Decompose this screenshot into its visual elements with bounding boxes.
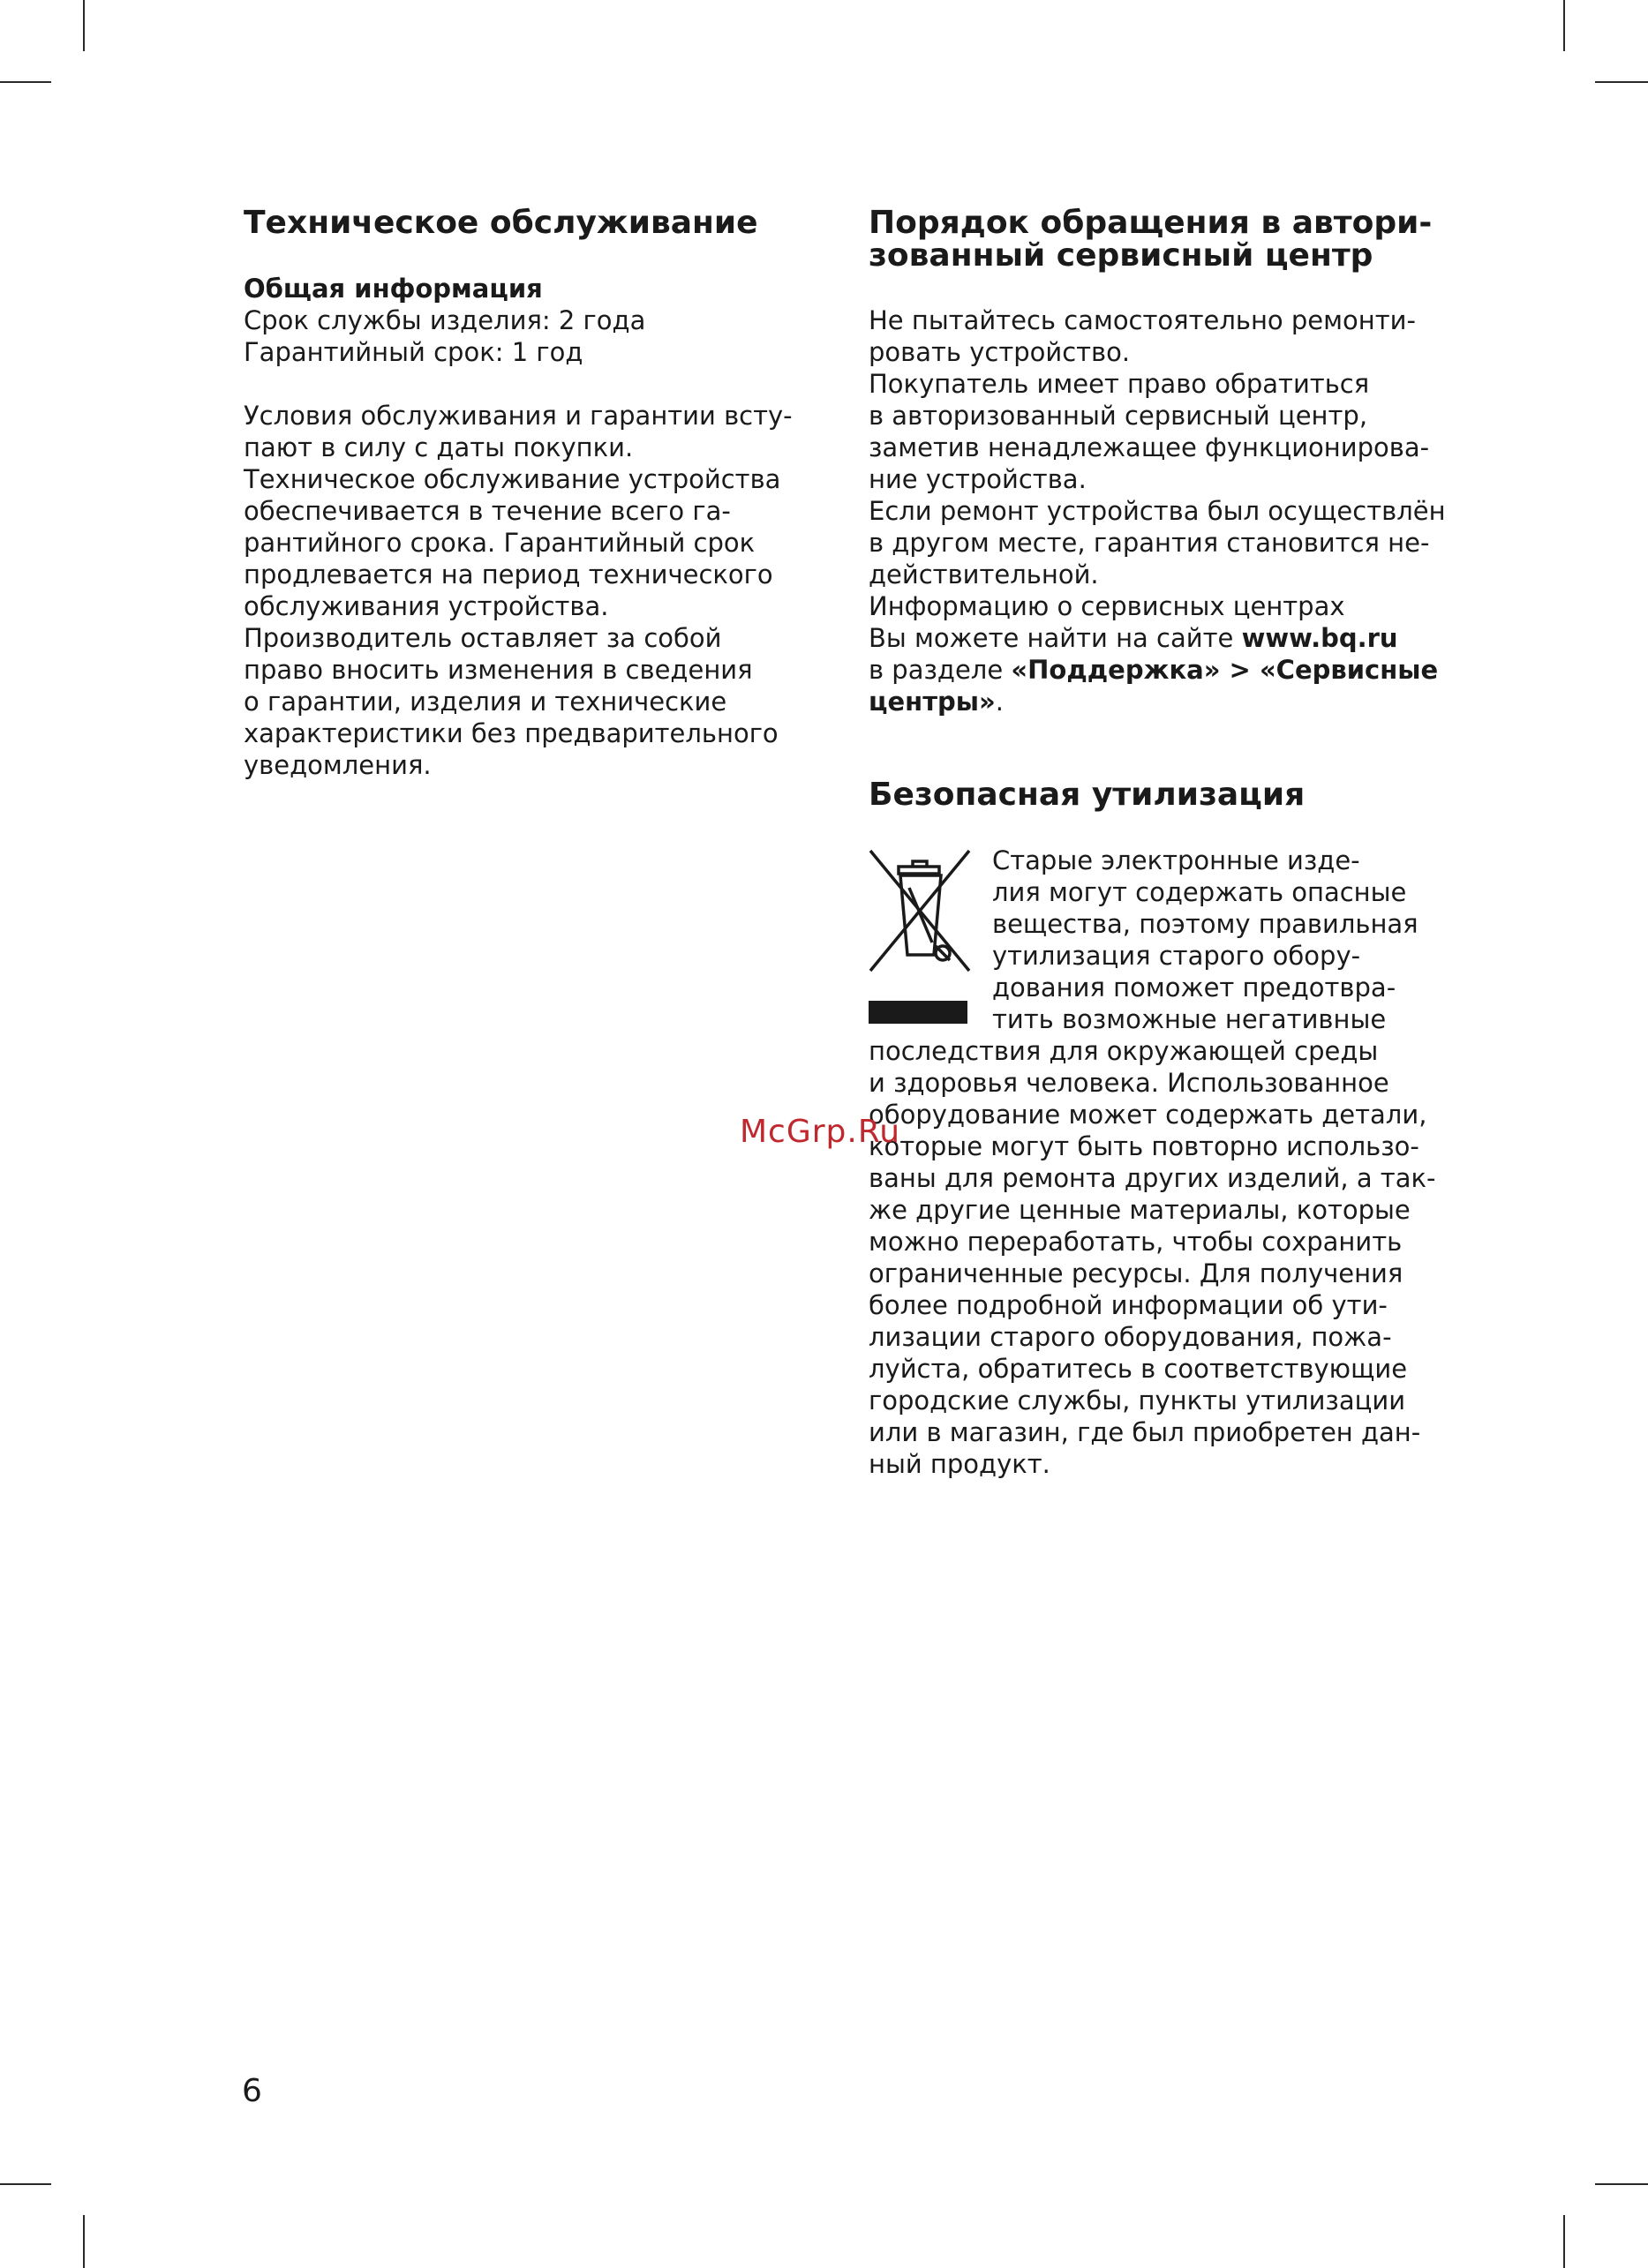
paragraph-line: Не пытайтесь самостоятельно ремонти- xyxy=(869,305,1416,335)
support-section-link-part1[interactable]: «Поддержка» > «Сервисные xyxy=(1011,655,1439,685)
warranty-term-text: Гарантийный срок: 1 год xyxy=(244,337,583,367)
service-life-text: Срок службы изделия: 2 года xyxy=(244,305,646,335)
crop-mark-bottom-right-h xyxy=(1595,2183,1648,2185)
paragraph-line: о гарантии, изделия и технические xyxy=(244,687,727,717)
paragraph-line: Покупатель имеет право обратиться xyxy=(869,369,1370,399)
paragraph-line: Техническое обслуживание устройства xyxy=(244,464,781,494)
paragraph-line: заметив ненадлежащее функционирова- xyxy=(869,432,1430,462)
section-prefix-text: в разделе xyxy=(869,655,1012,685)
site-url-link[interactable]: www.bq.ru xyxy=(1241,623,1398,653)
crop-mark-bottom-right-v xyxy=(1563,2215,1565,2268)
paragraph-line: ваны для ремонта других изделий, а так- xyxy=(869,1163,1436,1193)
paragraph-line: ограниченные ресурсы. Для получения xyxy=(869,1258,1403,1288)
paragraph-line: оборудование может содержать детали, xyxy=(869,1100,1427,1130)
paragraph-line: дования поможет предотвра- xyxy=(992,973,1396,1003)
watermark-text: McGrp.Ru xyxy=(740,1114,901,1150)
site-prefix-text: Вы можете найти на сайте xyxy=(869,623,1242,653)
paragraph-line: обеспечивается в течение всего га- xyxy=(244,496,731,526)
crop-mark-top-left-v xyxy=(83,0,85,51)
disposal-text-beside-icon xyxy=(992,845,1418,1035)
service-section-line xyxy=(869,654,1438,686)
paragraph-line: продлевается на период технического xyxy=(244,559,773,590)
paragraph-line: лизации старого оборудования, пожа- xyxy=(869,1322,1392,1352)
paragraph-line: характеристики без предварительного xyxy=(244,718,779,748)
page-number: 6 xyxy=(242,2073,262,2109)
paragraph-line: в другом месте, гарантия становится не- xyxy=(869,528,1430,558)
paragraph-line: действительной. xyxy=(869,559,1099,590)
paragraph-line: право вносить изменения в сведения xyxy=(244,655,753,685)
paragraph-line: утилизация старого обору- xyxy=(992,941,1361,971)
service-center-paragraph xyxy=(869,304,1446,622)
paragraph-line: ный продукт. xyxy=(869,1449,1050,1479)
crop-mark-top-right-h xyxy=(1595,81,1648,83)
paragraph-line: тить возможные негативные xyxy=(992,1004,1387,1034)
paragraph-line: последствия для окружающей среды xyxy=(869,1036,1379,1066)
paragraph-line: ние устройства. xyxy=(869,464,1087,494)
paragraph-line: уведомления. xyxy=(244,750,432,780)
paragraph-line: рантийного срока. Гарантийный срок xyxy=(244,528,756,558)
paragraph-line: Старые электронные изде- xyxy=(992,845,1360,875)
disposal-paragraph xyxy=(869,1035,1435,1480)
service-center-heading-line1: Порядок обращения в автори- xyxy=(869,205,1433,241)
paragraph-line: в авторизованный сервисный центр, xyxy=(869,401,1368,431)
paragraph-line: луйста, обратитесь в соответствующие xyxy=(869,1354,1408,1384)
paragraph-line: лия могут содержать опасные xyxy=(992,877,1407,907)
crop-mark-bottom-left-h xyxy=(0,2183,51,2185)
weee-crossed-bin-icon xyxy=(869,847,971,1024)
crop-mark-bottom-left-v xyxy=(83,2215,85,2268)
general-info-subheading: Общая информация xyxy=(244,274,543,304)
paragraph-line: обслуживания устройства. xyxy=(244,591,609,621)
paragraph-line: более подробной информации об ути- xyxy=(869,1290,1388,1320)
warranty-conditions-paragraph xyxy=(244,400,793,781)
paragraph-line: городские службы, пункты утилизации xyxy=(869,1386,1406,1416)
section-suffix-text: . xyxy=(995,687,1004,717)
service-section-line2 xyxy=(869,686,1004,717)
paragraph-line: ровать устройство. xyxy=(869,337,1131,367)
maintenance-heading: Техническое обслуживание xyxy=(244,205,758,241)
paragraph-line: Если ремонт устройства был осуществлён xyxy=(869,496,1446,526)
service-center-heading-line2: зованный сервисный центр xyxy=(869,237,1373,274)
paragraph-line: Производитель оставляет за собой xyxy=(244,623,722,653)
paragraph-line: которые могут быть повторно использо- xyxy=(869,1131,1419,1161)
disposal-heading: Безопасная утилизация xyxy=(869,777,1306,813)
paragraph-line: можно переработать, чтобы сохранить xyxy=(869,1227,1403,1257)
service-site-line xyxy=(869,622,1398,654)
crop-mark-top-left-h xyxy=(0,81,51,83)
paragraph-line: Информацию о сервисных центрах xyxy=(869,591,1345,621)
paragraph-line: Условия обслуживания и гарантии всту- xyxy=(244,401,793,431)
paragraph-line: вещества, поэтому правильная xyxy=(992,909,1418,939)
paragraph-line: пают в силу с даты покупки. xyxy=(244,432,634,462)
paragraph-line: и здоровья человека. Использованное xyxy=(869,1068,1389,1098)
support-section-link-part2[interactable]: центры» xyxy=(869,687,996,717)
paragraph-line: же другие ценные материалы, которые xyxy=(869,1195,1411,1225)
crop-mark-top-right-v xyxy=(1563,0,1565,51)
paragraph-line: или в магазин, где был приобретен дан- xyxy=(869,1417,1421,1447)
